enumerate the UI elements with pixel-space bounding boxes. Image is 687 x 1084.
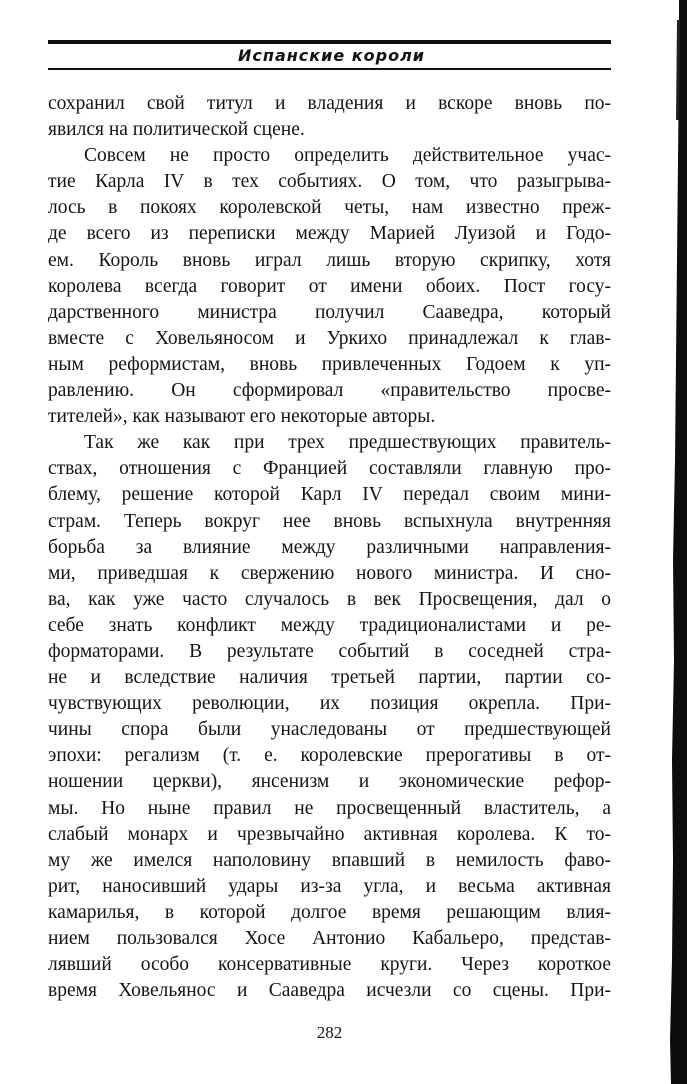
- text-line: рит, наносивший удары из-за угла, и весьма активная: [48, 875, 611, 897]
- paragraph: [48, 91, 611, 143]
- text-line: Совсем не просто определить действительное учас-: [84, 145, 611, 167]
- text-line: му же имелся наполовину впавший в немилость фаво-: [48, 849, 611, 871]
- text-line: Так же как при трех предшествующих правитель-: [84, 432, 611, 454]
- text-line: чины спора были унаследованы от предшествующей: [48, 719, 611, 741]
- text-line: себе знать конфликт между традиционалистами и ре-: [48, 614, 611, 636]
- text-line: время Ховельянос и Сааведра исчезли со сцены. При-: [48, 980, 611, 1002]
- text-line: тителей», как называют его некоторые авторы.: [48, 406, 436, 428]
- text-line: страм. Теперь вокруг нее вновь вспыхнула внутренняя: [48, 510, 611, 532]
- text-line: ва, как уже часто случалось в век Просвещения, дал о: [48, 588, 611, 610]
- text-line: ем. Король вновь играл лишь вторую скрипку, хотя: [48, 249, 611, 271]
- text-line: лявший особо консервативные круги. Через короткое: [48, 954, 611, 976]
- text-line: равлению. Он сформировал «правительство просве-: [48, 380, 611, 402]
- text-line: ми, приведшая к свержению нового министра. И сно-: [48, 562, 611, 584]
- text-line: слабый монарх и чрезвычайно активная королева. К то-: [48, 823, 611, 845]
- text-line: королева всегда говорит от имени обоих. Пост госу-: [48, 275, 611, 297]
- text-line: борьба за влияние между различными направления-: [48, 536, 611, 558]
- text-line: мы. Но ныне правил не просвещенный властитель, а: [48, 797, 611, 819]
- text-line: лось в покоях королевской четы, нам известно преж-: [48, 197, 611, 219]
- body-text: [48, 91, 611, 1004]
- text-line: чувствующих революции, их позиция окрепла. При-: [48, 693, 611, 715]
- text-line: эпохи: регализм (т. е. королевские прерогативы в от-: [48, 745, 611, 767]
- text-line: форматорами. В результате событий в соседней стра-: [48, 640, 611, 662]
- paragraph: [48, 430, 611, 1004]
- running-head-title: Испанские короли: [238, 46, 425, 65]
- header-rule-bottom: [48, 68, 611, 70]
- text-line: де всего из переписки между Марией Луизой и Годо-: [48, 223, 611, 245]
- text-line: ствах, отношения с Францией составляли главную про-: [48, 458, 611, 480]
- text-line: камарилья, в которой долгое время решающим влия-: [48, 901, 611, 923]
- text-line: дарственного министра получил Сааведра, который: [48, 301, 611, 323]
- text-line: ным реформистам, вновь привлеченных Годоем к уп-: [48, 353, 611, 375]
- page-header: [48, 40, 611, 70]
- text-line: явился на политической сцене.: [48, 119, 305, 141]
- text-line: нием пользовался Хосе Антонио Кабальеро, представ-: [48, 928, 611, 949]
- text-line: блему, решение которой Карл IV передал своим мини-: [48, 484, 611, 506]
- text-line: вместе с Ховельяносом и Уркихо принадлежал к глав-: [48, 327, 611, 349]
- page-number: 282: [316, 1023, 343, 1042]
- text-line: ношении церкви), янсенизм и экономические рефор-: [48, 771, 611, 793]
- text-line: не и вследствие наличия третьей партии, партии со-: [48, 667, 611, 689]
- text-line: сохранил свой титул и владения и вскоре вновь по-: [48, 93, 611, 114]
- page-spine-edge: [657, 0, 687, 1084]
- text-line: тие Карла IV в тех событиях. О том, что разыгрыва-: [48, 171, 611, 193]
- paragraph: [48, 143, 611, 430]
